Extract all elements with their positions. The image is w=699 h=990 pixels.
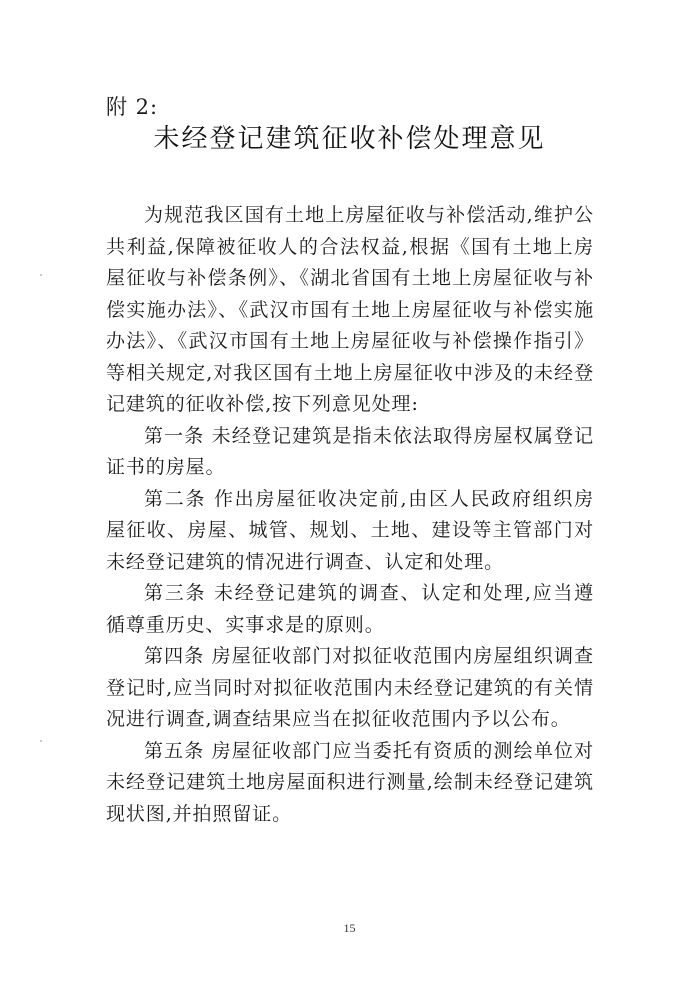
page-number: 15 [343, 921, 356, 935]
document-body [106, 200, 594, 830]
attachment-label: 附 2: [106, 95, 159, 119]
scan-speck [40, 274, 42, 276]
scan-speck [40, 740, 42, 742]
article-1-paragraph: 第一条 未经登记建筑是指未依法取得房屋权属登记证书的房屋。 [106, 424, 594, 478]
article-2-paragraph: 第二条 作出房屋征收决定前,由区人民政府组织房屋征收、房屋、城管、规划、土地、建设等主管部门对未经登记建筑的情况进行调查、认定和处理。 [106, 487, 594, 573]
article-3-paragraph: 第三条 未经登记建筑的调查、认定和处理,应当遵循尊重历史、实事求是的原则。 [106, 582, 594, 636]
article-5-paragraph: 第五条 房屋征收部门应当委托有资质的测绘单位对未经登记建筑土地房屋面积进行测量,绘制未经登记建筑现状图,并拍照留证。 [106, 739, 594, 825]
document-title: 未经登记建筑征收补偿处理意见 [153, 124, 546, 154]
intro-paragraph: 为规范我区国有土地上房屋征收与补偿活动,维护公共利益,保障被征收人的合法权益,根据《国有土地上房屋征收与补偿条例》、《湖北省国有土地上房屋征收与补偿实施办法》、《武汉市国有土地上房屋征收与补偿实施办法》、《武汉市国有土地上房屋征收与补偿操作指引》等相关规定,对我区国有土地上房屋征收中涉及的未经登记建筑的征收补偿,按下列意见处理: [106, 204, 594, 415]
article-4-paragraph: 第四条 房屋征收部门对拟征收范围内房屋组织调查登记时,应当同时对拟征收范围内未经登记建筑的有关情况进行调查,调查结果应当在拟征收范围内予以公布。 [106, 645, 594, 730]
